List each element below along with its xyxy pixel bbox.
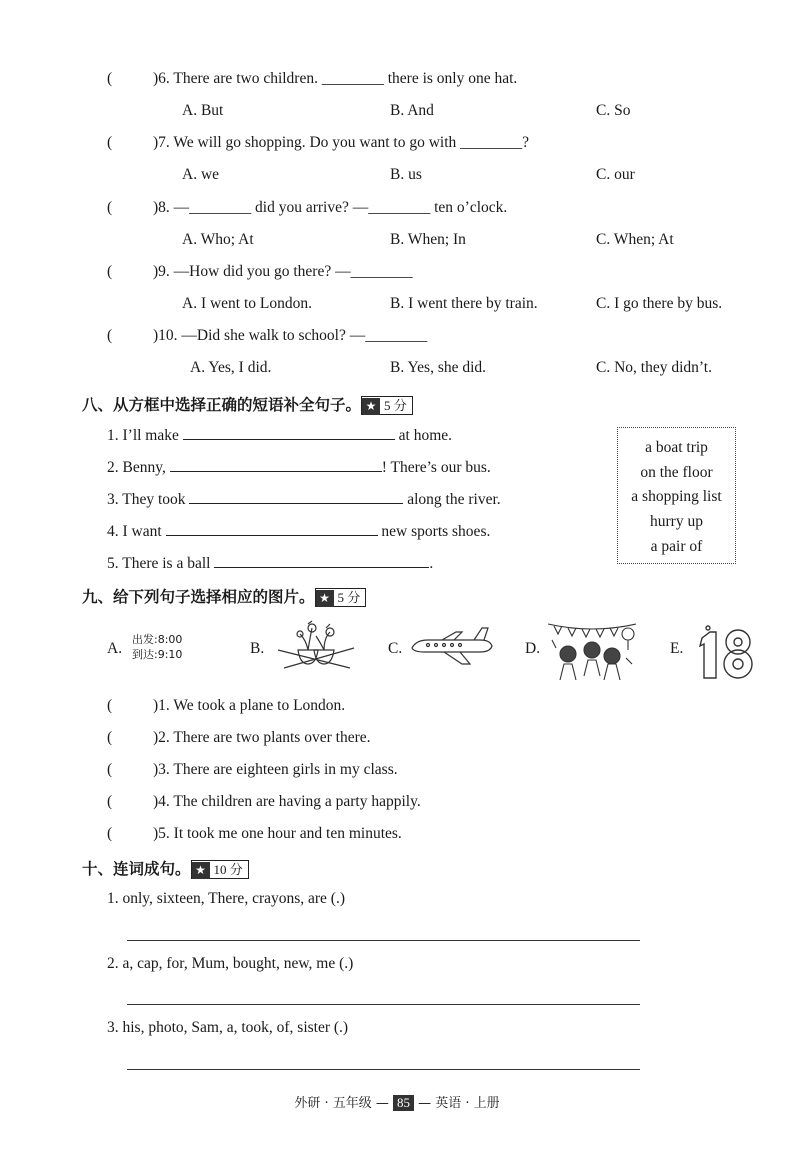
- match-item-4: )4. The children are having a party happily.: [153, 793, 421, 810]
- star-icon: ★: [362, 398, 380, 415]
- option-c: C. No, they didn’t.: [596, 359, 712, 376]
- option-a: A. But: [182, 102, 224, 119]
- score-text: 10 分: [213, 862, 243, 877]
- score-text: 5 分: [384, 398, 407, 413]
- fill-item-3: [107, 489, 501, 509]
- picture-label-c: C.: [388, 640, 403, 657]
- eighteen-picture: [692, 624, 756, 680]
- match-item-3: )3. There are eighteen girls in my class.: [153, 761, 398, 778]
- option-b: B. I went there by train.: [390, 295, 538, 312]
- fill-item-1: [107, 425, 452, 445]
- footer-right: — 英语 · 上册: [418, 1096, 500, 1111]
- picture-label-a: A.: [107, 640, 123, 657]
- star-icon: ★: [316, 590, 334, 607]
- option-b: B. And: [390, 102, 434, 119]
- option-c: C. our: [596, 166, 635, 183]
- footer-left: 外研 · 五年级 —: [294, 1096, 389, 1111]
- section-9-title: [82, 585, 366, 607]
- item-post: along the river.: [407, 491, 501, 508]
- departure-time: 出发:8:00: [132, 633, 183, 646]
- answer-paren[interactable]: (: [107, 825, 113, 842]
- answer-line[interactable]: [127, 940, 640, 941]
- phrase: a boat trip: [645, 439, 708, 456]
- answer-blank[interactable]: [166, 521, 378, 536]
- item-pre: 3. They took: [107, 491, 186, 508]
- option-b: B. us: [390, 166, 422, 183]
- section-title-text: 八、从方框中选择正确的短语补全句子。: [82, 396, 362, 414]
- phrase: on the floor: [640, 463, 713, 481]
- answer-blank[interactable]: [189, 489, 403, 504]
- phrase: a pair of: [650, 537, 703, 555]
- phrase-box: [617, 427, 736, 564]
- score-badge: [191, 860, 249, 879]
- option-a: A. Who; At: [182, 231, 254, 248]
- item-post: .: [429, 555, 434, 572]
- section-10-title: [82, 857, 249, 879]
- section-title-text: 十、连词成句。: [82, 860, 191, 878]
- answer-paren[interactable]: (: [107, 263, 113, 280]
- answer-paren[interactable]: (: [107, 697, 113, 714]
- option-a: A. Yes, I did.: [190, 359, 272, 376]
- reorder-item-2: 2. a, cap, for, Mum, bought, new, me (.): [107, 955, 354, 972]
- picture-label-b: B.: [250, 640, 265, 657]
- reorder-item-3: 3. his, photo, Sam, a, took, of, sister (.): [107, 1019, 349, 1036]
- score-badge: [361, 396, 413, 415]
- answer-paren[interactable]: (: [107, 729, 113, 746]
- match-item-1: )1. We took a plane to London.: [153, 697, 346, 714]
- page-footer: [0, 1092, 794, 1111]
- section-8-title: [82, 393, 413, 415]
- item-post: at home.: [398, 427, 453, 444]
- question-text: )9. —How did you go there? —________: [153, 263, 413, 280]
- option-b: B. Yes, she did.: [390, 359, 487, 376]
- answer-paren[interactable]: (: [107, 70, 113, 87]
- airplane-picture: [408, 624, 496, 668]
- question-text: )10. —Did she walk to school? —________: [153, 327, 428, 344]
- plants-picture: [270, 620, 358, 672]
- answer-paren[interactable]: (: [107, 327, 113, 344]
- score-text: 5 分: [337, 590, 361, 605]
- match-item-2: )2. There are two plants over there.: [153, 729, 371, 746]
- item-pre: 5. There is a ball: [107, 555, 211, 572]
- fill-item-5: [107, 553, 433, 573]
- star-icon: ★: [192, 862, 210, 879]
- fill-item-4: [107, 521, 490, 541]
- answer-blank[interactable]: [214, 553, 429, 568]
- picture-label-d: D.: [525, 640, 541, 657]
- match-item-5: )5. It took me one hour and ten minutes.: [153, 825, 402, 842]
- score-badge: [315, 588, 367, 607]
- item-pre: 4. I want: [107, 523, 162, 540]
- question-text: )7. We will go shopping. Do you want to go with ________?: [153, 134, 530, 151]
- question-text: )8. —________ did you arrive? —________ ten o’clock.: [153, 199, 508, 216]
- reorder-item-1: 1. only, sixteen, There, crayons, are (.): [107, 890, 346, 907]
- answer-paren[interactable]: (: [107, 199, 113, 216]
- answer-line[interactable]: [127, 1069, 640, 1070]
- item-post: ! There’s our bus.: [381, 459, 491, 476]
- option-a: A. I went to London.: [182, 295, 313, 312]
- section-title-text: 九、给下列句子选择相应的图片。: [82, 588, 315, 606]
- answer-blank[interactable]: [183, 425, 395, 440]
- arrival-time: 到达:9:10: [132, 648, 183, 661]
- phrase: a shopping list: [631, 488, 722, 506]
- item-post: new sports shoes.: [381, 523, 491, 540]
- answer-paren[interactable]: (: [107, 761, 113, 778]
- option-a: A. we: [182, 166, 220, 183]
- option-c: C. So: [596, 102, 631, 119]
- option-b: B. When; In: [390, 231, 466, 248]
- party-picture: [546, 618, 638, 684]
- option-c: C. I go there by bus.: [596, 295, 723, 312]
- answer-paren[interactable]: (: [107, 793, 113, 810]
- answer-paren[interactable]: (: [107, 134, 113, 151]
- phrase: hurry up: [650, 513, 703, 531]
- answer-blank[interactable]: [170, 457, 382, 472]
- item-pre: 2. Benny,: [107, 459, 166, 476]
- picture-label-e: E.: [670, 640, 684, 657]
- option-c: C. When; At: [596, 231, 674, 248]
- page-number: 85: [393, 1095, 414, 1111]
- question-text: )6. There are two children. ________ there is only one hat.: [153, 70, 518, 87]
- schedule-picture: [132, 632, 182, 662]
- answer-line[interactable]: [127, 1004, 640, 1005]
- fill-item-2: [107, 457, 491, 477]
- item-pre: 1. I’ll make: [107, 427, 179, 444]
